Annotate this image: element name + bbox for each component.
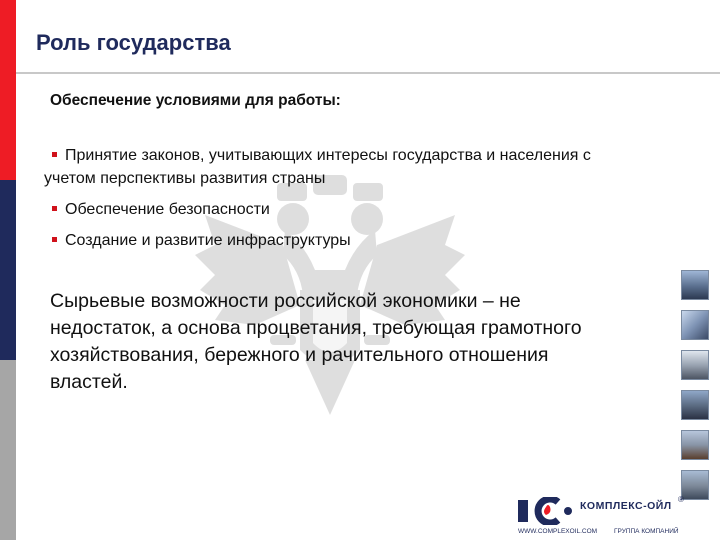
pipeline-photo-icon xyxy=(681,310,709,340)
side-strip-navy xyxy=(0,180,16,360)
bullet-marker-icon xyxy=(52,237,57,242)
bullet-text: Создание и развитие инфраструктуры xyxy=(65,232,351,249)
bullet-text: Обеспечение безопасности xyxy=(65,201,270,218)
company-group: ГРУППА КОМПАНИЙ xyxy=(614,528,679,535)
industrial-site-photo-icon xyxy=(681,430,709,460)
bullet-item xyxy=(44,229,634,252)
complex-oil-logo-icon xyxy=(518,497,576,525)
registered-mark: ® xyxy=(678,495,684,504)
bullet-marker-icon xyxy=(52,152,57,157)
side-strip-red xyxy=(0,0,16,180)
valve-photo-icon xyxy=(681,390,709,420)
company-website[interactable]: WWW.COMPLEXOIL.COM xyxy=(518,528,598,535)
tank-farm-photo-icon xyxy=(681,470,709,500)
oil-derrick-photo-icon xyxy=(681,270,709,300)
company-logo xyxy=(518,497,688,537)
side-strip-grey xyxy=(0,360,16,540)
bullet-item xyxy=(44,198,634,221)
bullet-text: Принятие законов, учитывающих интересы государства и населения с учетом перспективы развития страны xyxy=(44,147,591,187)
key-statement: Сырьевые возможности российской экономики – не недостаток, а основа процветания, требующая грамотного хозяйствования, бережного и рачительного отношения властей. xyxy=(50,290,582,393)
photo-thumbnail-column xyxy=(681,270,709,510)
refinery-photo-icon xyxy=(681,350,709,380)
slide-title: Роль государства xyxy=(36,30,231,55)
bullet-list xyxy=(44,144,634,260)
bullet-item xyxy=(44,144,634,190)
section-subtitle: Обеспечение условиями для работы: xyxy=(50,92,341,109)
bullet-marker-icon xyxy=(52,206,57,211)
company-name: КОМПЛЕКС-ОЙЛ xyxy=(580,500,672,512)
title-divider xyxy=(16,72,720,74)
